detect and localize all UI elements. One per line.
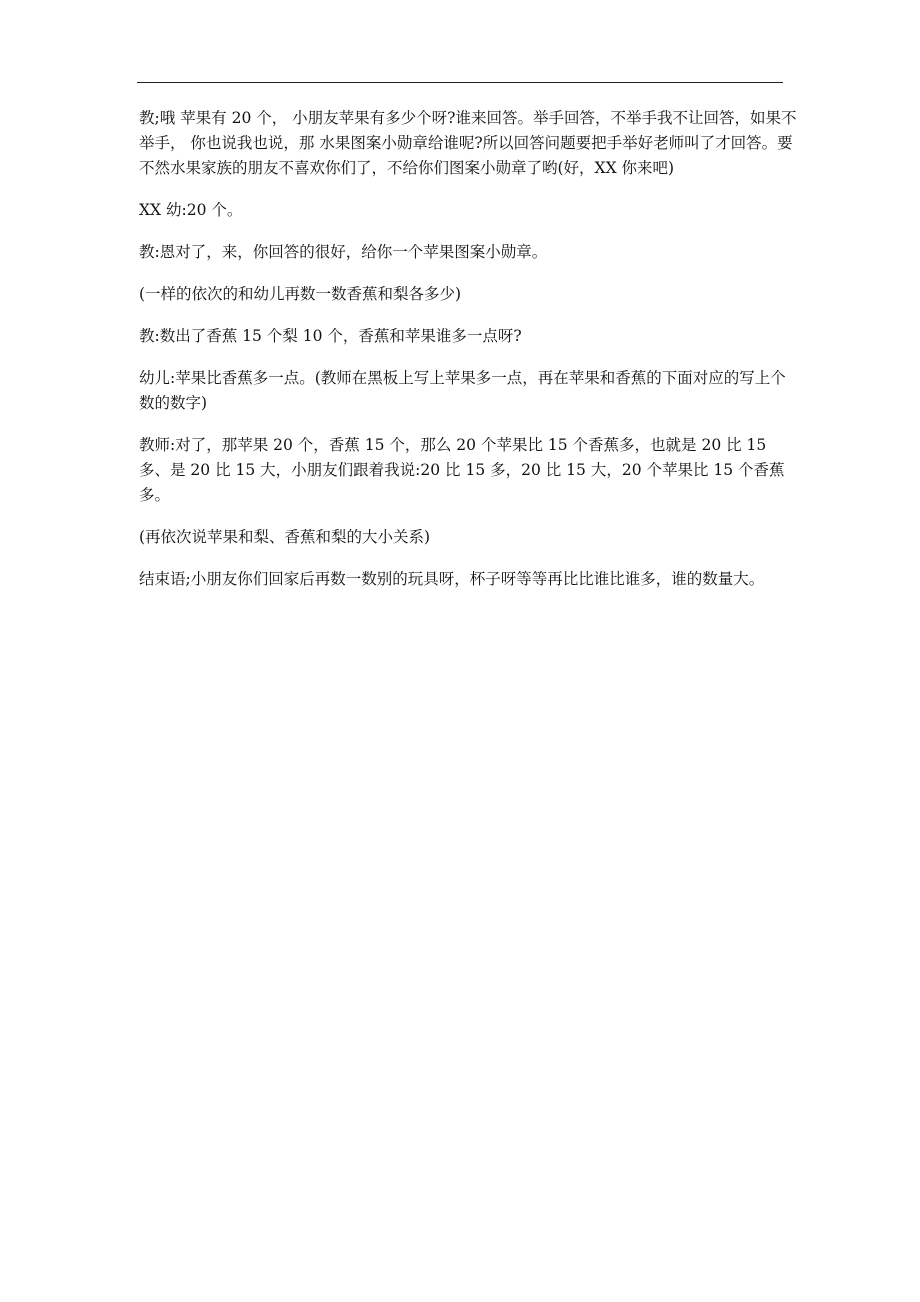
paragraph-teacher-explain: 教师:对了，那苹果 20 个，香蕉 15 个，那么 20 个苹果比 15 个香蕉多，也就是 20 比 15 多、是 20 比 15 大，小朋友们跟着我说:20 比 15 多，20 比 15 大，20 个苹果比 15 个香蕉多。 <box>139 436 785 504</box>
paragraph-teacher-question: 教;哦 苹果有 20 个， 小朋友苹果有多少个呀?谁来回答。举手回答，不举手我不让回答，如果不举手， 你也说我也说，那 水果图案小勋章给谁呢?所以回答问题要把手举好老师叫了才回答。要不然水果家族的朋友不喜欢你们了，不给你们图案小勋章了哟(好，XX 你来吧) <box>139 109 797 177</box>
header-rule <box>137 82 783 83</box>
paragraph-stage-note-relations: (再依次说苹果和梨、香蕉和梨的大小关系) <box>139 528 431 546</box>
document-body <box>139 106 799 609</box>
paragraph-closing: 结束语;小朋友你们回家后再数一数别的玩具呀，杯子呀等等再比比谁比谁多，谁的数量大。 <box>139 570 765 588</box>
paragraph-child-compare: 幼儿:苹果比香蕉多一点。(教师在黑板上写上苹果多一点，再在苹果和香蕉的下面对应的写上个数的数字) <box>139 369 786 412</box>
paragraph-teacher-compare: 教:数出了香蕉 15 个梨 10 个，香蕉和苹果谁多一点呀? <box>139 327 522 345</box>
paragraph-child-answer: XX 幼:20 个。 <box>139 201 243 219</box>
paragraph-teacher-praise: 教:恩对了，来，你回答的很好，给你一个苹果图案小勋章。 <box>139 243 548 261</box>
paragraph-stage-note-count: (一样的依次的和幼儿再数一数香蕉和梨各多少) <box>139 285 462 303</box>
